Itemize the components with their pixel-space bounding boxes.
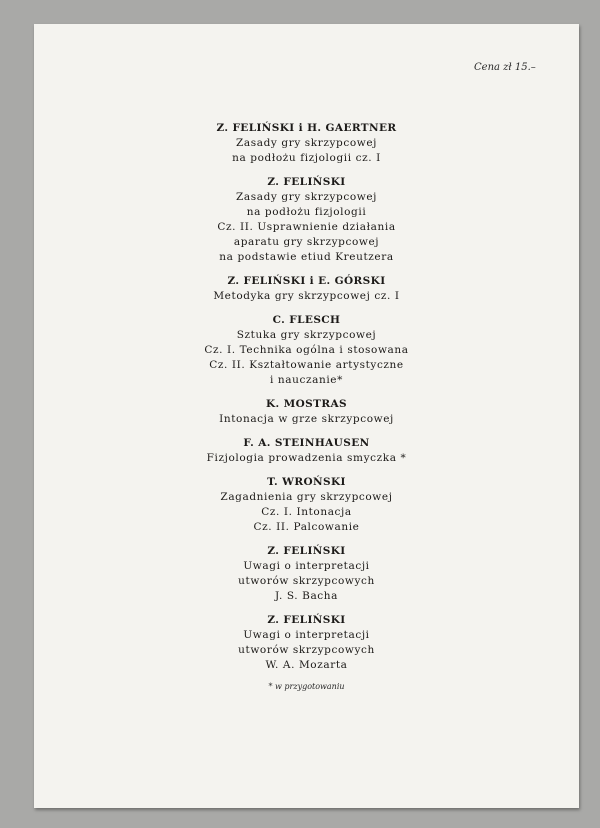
entry-author: K. MOSTRAS — [265, 398, 348, 410]
entry-line: Zasady gry skrzypcowej — [235, 137, 378, 149]
list-item — [34, 436, 579, 466]
entry-line: Cz. II. Palcowanie — [253, 521, 360, 533]
entry-author: F. A. STEINHAUSEN — [243, 437, 370, 449]
entry-line: Fizjologia prowadzenia smyczka * — [206, 452, 407, 464]
price-label: Cena zł 15.– — [474, 62, 536, 73]
entry-author: Z. FELIŃSKI — [267, 614, 346, 626]
entry-line: Cz. II. Usprawnienie działania — [217, 221, 396, 233]
back-cover-page — [34, 24, 579, 808]
entry-line: Metodyka gry skrzypcowej cz. I — [213, 290, 400, 302]
footnote: * w przygotowaniu — [268, 682, 345, 691]
entry-line: na podstawie etiud Kreutzera — [219, 251, 394, 263]
list-item — [34, 397, 579, 427]
list-item — [34, 274, 579, 304]
entry-line: Cz. II. Kształtowanie artystyczne — [209, 359, 404, 371]
entry-line: J. S. Bacha — [274, 590, 339, 602]
entry-line: Cz. I. Technika ogólna i stosowana — [204, 344, 409, 356]
list-item — [34, 313, 579, 388]
entry-line: W. A. Mozarta — [265, 659, 348, 671]
entry-line: Uwagi o interpretacji — [243, 629, 370, 641]
list-item — [34, 613, 579, 673]
entry-line: na podłożu fizjologii cz. I — [232, 152, 381, 164]
entry-line: Uwagi o interpretacji — [243, 560, 370, 572]
entry-line: na podłożu fizjologii — [246, 206, 367, 218]
entry-author: T. WROŃSKI — [267, 476, 346, 488]
list-item — [34, 475, 579, 535]
entry-line: Cz. I. Intonacja — [261, 506, 352, 518]
entry-author: C. FLESCH — [272, 314, 341, 326]
list-item — [34, 175, 579, 265]
entry-author: Z. FELIŃSKI i H. GAERTNER — [216, 122, 397, 134]
entry-author: Z. FELIŃSKI i E. GÓRSKI — [227, 275, 386, 287]
entry-line: utworów skrzypcowych — [238, 644, 375, 656]
entry-author: Z. FELIŃSKI — [267, 176, 346, 188]
entry-author: Z. FELIŃSKI — [267, 545, 346, 557]
entry-line: Intonacja w grze skrzypcowej — [219, 413, 394, 425]
entry-line: Zagadnienia gry skrzypcowej — [220, 491, 393, 503]
entry-line: utworów skrzypcowych — [238, 575, 375, 587]
entry-line: i nauczanie* — [270, 374, 343, 386]
entry-line: aparatu gry skrzypcowej — [233, 236, 380, 248]
list-item — [34, 121, 579, 166]
entry-line: Sztuka gry skrzypcowej — [236, 329, 377, 341]
list-item — [34, 544, 579, 604]
entry-line: Zasady gry skrzypcowej — [235, 191, 378, 203]
publication-list — [34, 121, 579, 691]
